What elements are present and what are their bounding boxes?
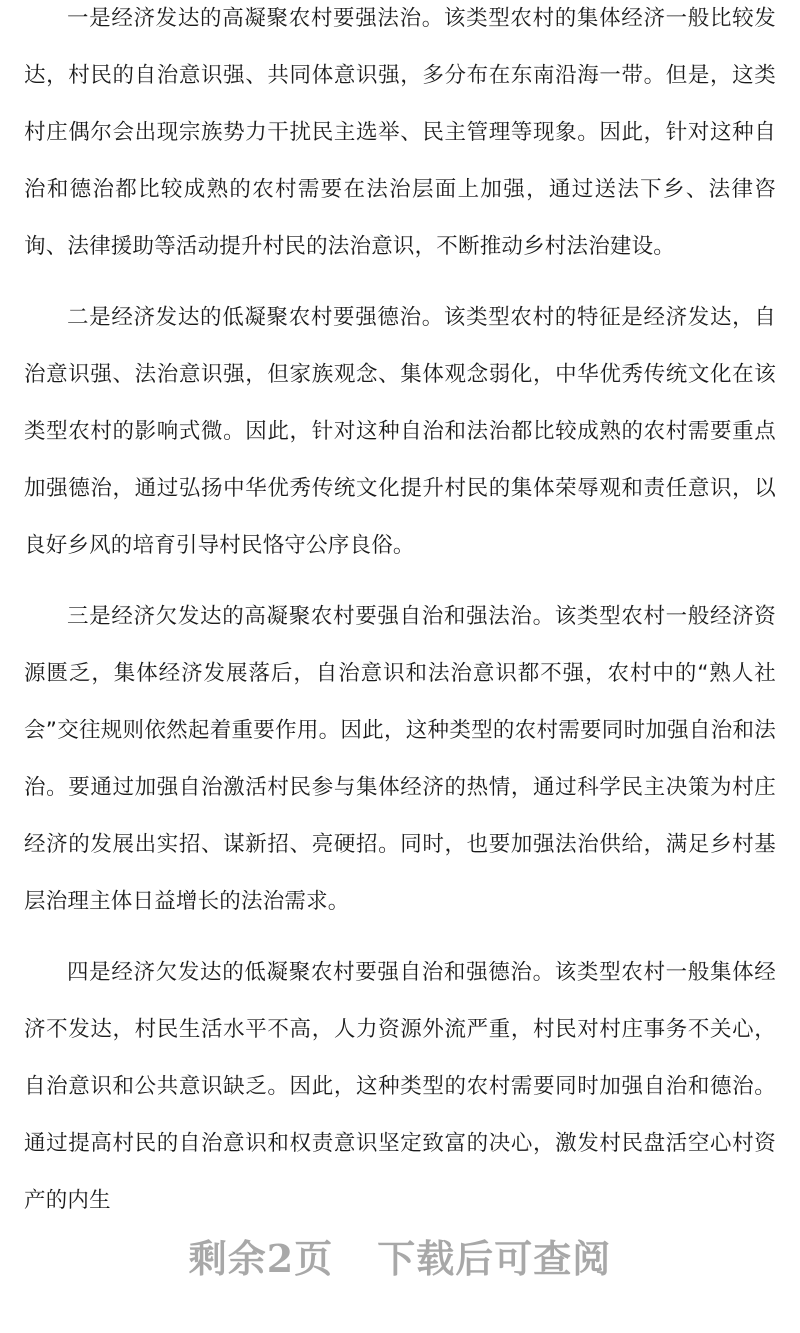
paragraph-1: 一是经济发达的高凝聚农村要强法治。该类型农村的集体经济一般比较发达，村民的自治意识强、共同体意识强，多分布在东南沿海一带。但是，这类村庄偶尔会出现宗族势力干扰民主选举、民主管理等现象。因此，针对这种自治和德治都比较成熟的农村需要在法治层面上加强，通过送法下乡、法律咨询、法律援助等活动提升村民的法治意识，不断推动乡村法治建设。 <box>24 6 776 259</box>
paragraph-3: 三是经济欠发达的高凝聚农村要强自治和强法治。该类型农村一般经济资源匮乏，集体经济发展落后，自治意识和法治意识都不强，农村中的“熟人社会”交往规则依然起着重要作用。因此，这种类型的农村需要同时加强自治和法治。要通过加强自治激活村民参与集体经济的热情，通过科学民主决策为村庄经济的发展出实招、谋新招、亮硬招。同时，也要加强法治供给，满足乡村基层治理主体日益增长的法治需求。 <box>24 604 776 914</box>
paragraph-2: 二是经济发达的低凝聚农村要强德治。该类型农村的特征是经济发达，自治意识强、法治意识强，但家族观念、集体观念弱化，中华优秀传统文化在该类型农村的影响式微。因此，针对这种自治和法治都比较成熟的农村需要重点加强德治，通过弘扬中华优秀传统文化提升村民的集体荣辱观和责任意识，以良好乡风的培育引导村民恪守公序良俗。 <box>24 305 776 558</box>
document-body <box>24 0 776 1229</box>
paragraph-4: 四是经济欠发达的低凝聚农村要强自治和强德治。该类型农村一般集体经济不发达，村民生活水平不高，人力资源外流严重，村民对村庄事务不关心，自治意识和公共意识缺乏。因此，这种类型的农村需要同时加强自治和德治。通过提高村民的自治意识和权责意识坚定致富的决心，激发村民盘活空心村资产的内生 <box>24 960 776 1213</box>
download-prompt[interactable] <box>0 1228 800 1283</box>
remaining-pages-label: 剩余2页 <box>188 1236 334 1281</box>
download-to-view-label: 下载后可查阅 <box>377 1236 612 1281</box>
